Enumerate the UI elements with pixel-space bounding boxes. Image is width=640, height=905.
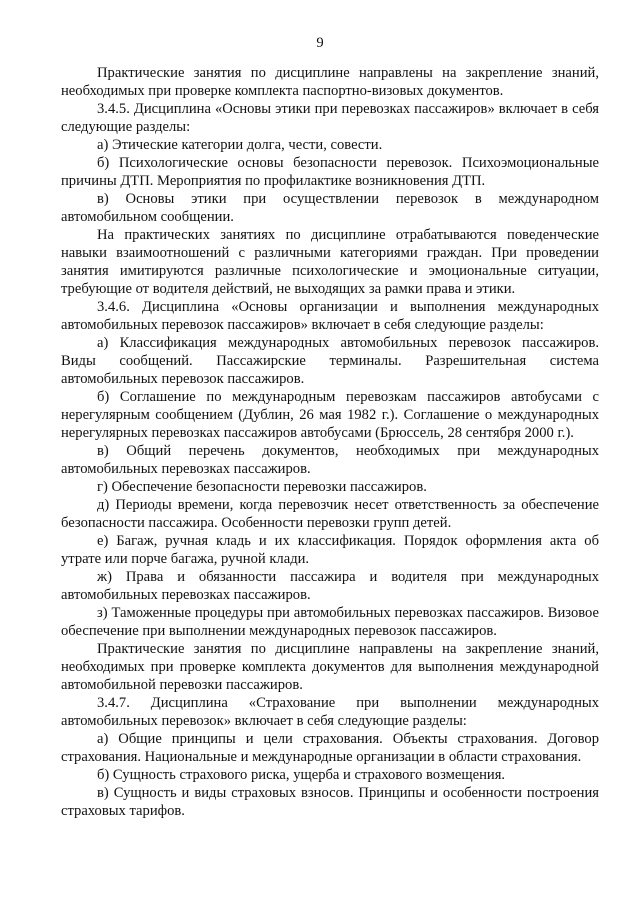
- list-item-3-4-6-g: г) Обеспечение безопасности перевозки пассажиров.: [97, 479, 427, 495]
- list-item-3-4-6-e: е) Багаж, ручная кладь и их классификация. Порядок оформления акта об утрате или порче багажа, ручной клади.: [61, 533, 599, 567]
- list-item-3-4-6-a: а) Классификация международных автомобильных перевозок пассажиров. Виды сообщений. Пассажирские терминалы. Разрешительная система автомобильных перевозок пассажиров.: [61, 335, 599, 387]
- list-item-3-4-6-z: з) Таможенные процедуры при автомобильных перевозках пассажиров. Визовое обеспечение при выполнении международных перевозок пассажиров.: [61, 605, 599, 639]
- paragraph-section-3-4-6: 3.4.6. Дисциплина «Основы организации и выполнения международных автомобильных перевозок пассажиров» включает в себя следующие разделы:: [61, 299, 599, 333]
- list-item-3-4-5-a: а) Этические категории долга, чести, совести.: [97, 137, 383, 153]
- paragraph-practical-ethics: На практических занятиях по дисциплине отрабатываются поведенческие навыки взаимоотношений с различными категориями граждан. При проведении занятия имитируются различные психологические и эмоциональные ситуации, требующие от водителя действий, не выходящих за рамки права и этики.: [61, 227, 599, 297]
- list-item-3-4-6-v: в) Общий перечень документов, необходимых при международных автомобильных перевозках пассажиров.: [61, 443, 599, 477]
- paragraph-section-3-4-5: 3.4.5. Дисциплина «Основы этики при перевозках пассажиров» включает в себя следующие разделы:: [61, 101, 599, 135]
- list-item-3-4-5-b: б) Психологические основы безопасности перевозок. Психоэмоциональные причины ДТП. Мероприятия по профилактике возникновения ДТП.: [61, 155, 599, 189]
- list-item-3-4-6-zh: ж) Права и обязанности пассажира и водителя при международных автомобильных перевозках пассажиров.: [61, 569, 599, 603]
- list-item-3-4-7-a: а) Общие принципы и цели страхования. Объекты страхования. Договор страхования. Национальные и международные организации в области страхования.: [61, 731, 599, 765]
- list-item-3-4-6-d: д) Периоды времени, когда перевозчик несет ответственность за обеспечение безопасности пассажира. Особенности перевозки групп детей.: [61, 497, 599, 531]
- paragraph-practical-6: Практические занятия по дисциплине направлены на закрепление знаний, необходимых при проверке комплекта документов для выполнения международной автомобильной перевозки пассажиров.: [61, 641, 599, 693]
- list-item-3-4-7-b: б) Сущность страхового риска, ущерба и страхового возмещения.: [97, 767, 506, 783]
- document-body: [61, 64, 599, 820]
- list-item-3-4-7-v: в) Сущность и виды страховых взносов. Принципы и особенности построения страховых тарифов.: [61, 785, 599, 819]
- list-item-3-4-5-v: в) Основы этики при осуществлении перевозок в международном автомобильном сообщении.: [61, 191, 599, 225]
- paragraph-section-3-4-7: 3.4.7. Дисциплина «Страхование при выполнении международных автомобильных перевозок» включает в себя следующие разделы:: [61, 695, 599, 729]
- list-item-3-4-6-b: б) Соглашение по международным перевозкам пассажиров автобусами с нерегулярным сообщением (Дублин, 26 мая 1982 г.). Соглашение о международных нерегулярных перевозках пассажиров автобусами (Брюссель, 28 сентября 2000 г.).: [61, 389, 599, 441]
- page-number: 9: [316, 35, 324, 51]
- paragraph-practical-5: Практические занятия по дисциплине направлены на закрепление знаний, необходимых при проверке комплекта паспортно-визовых документов.: [61, 65, 599, 99]
